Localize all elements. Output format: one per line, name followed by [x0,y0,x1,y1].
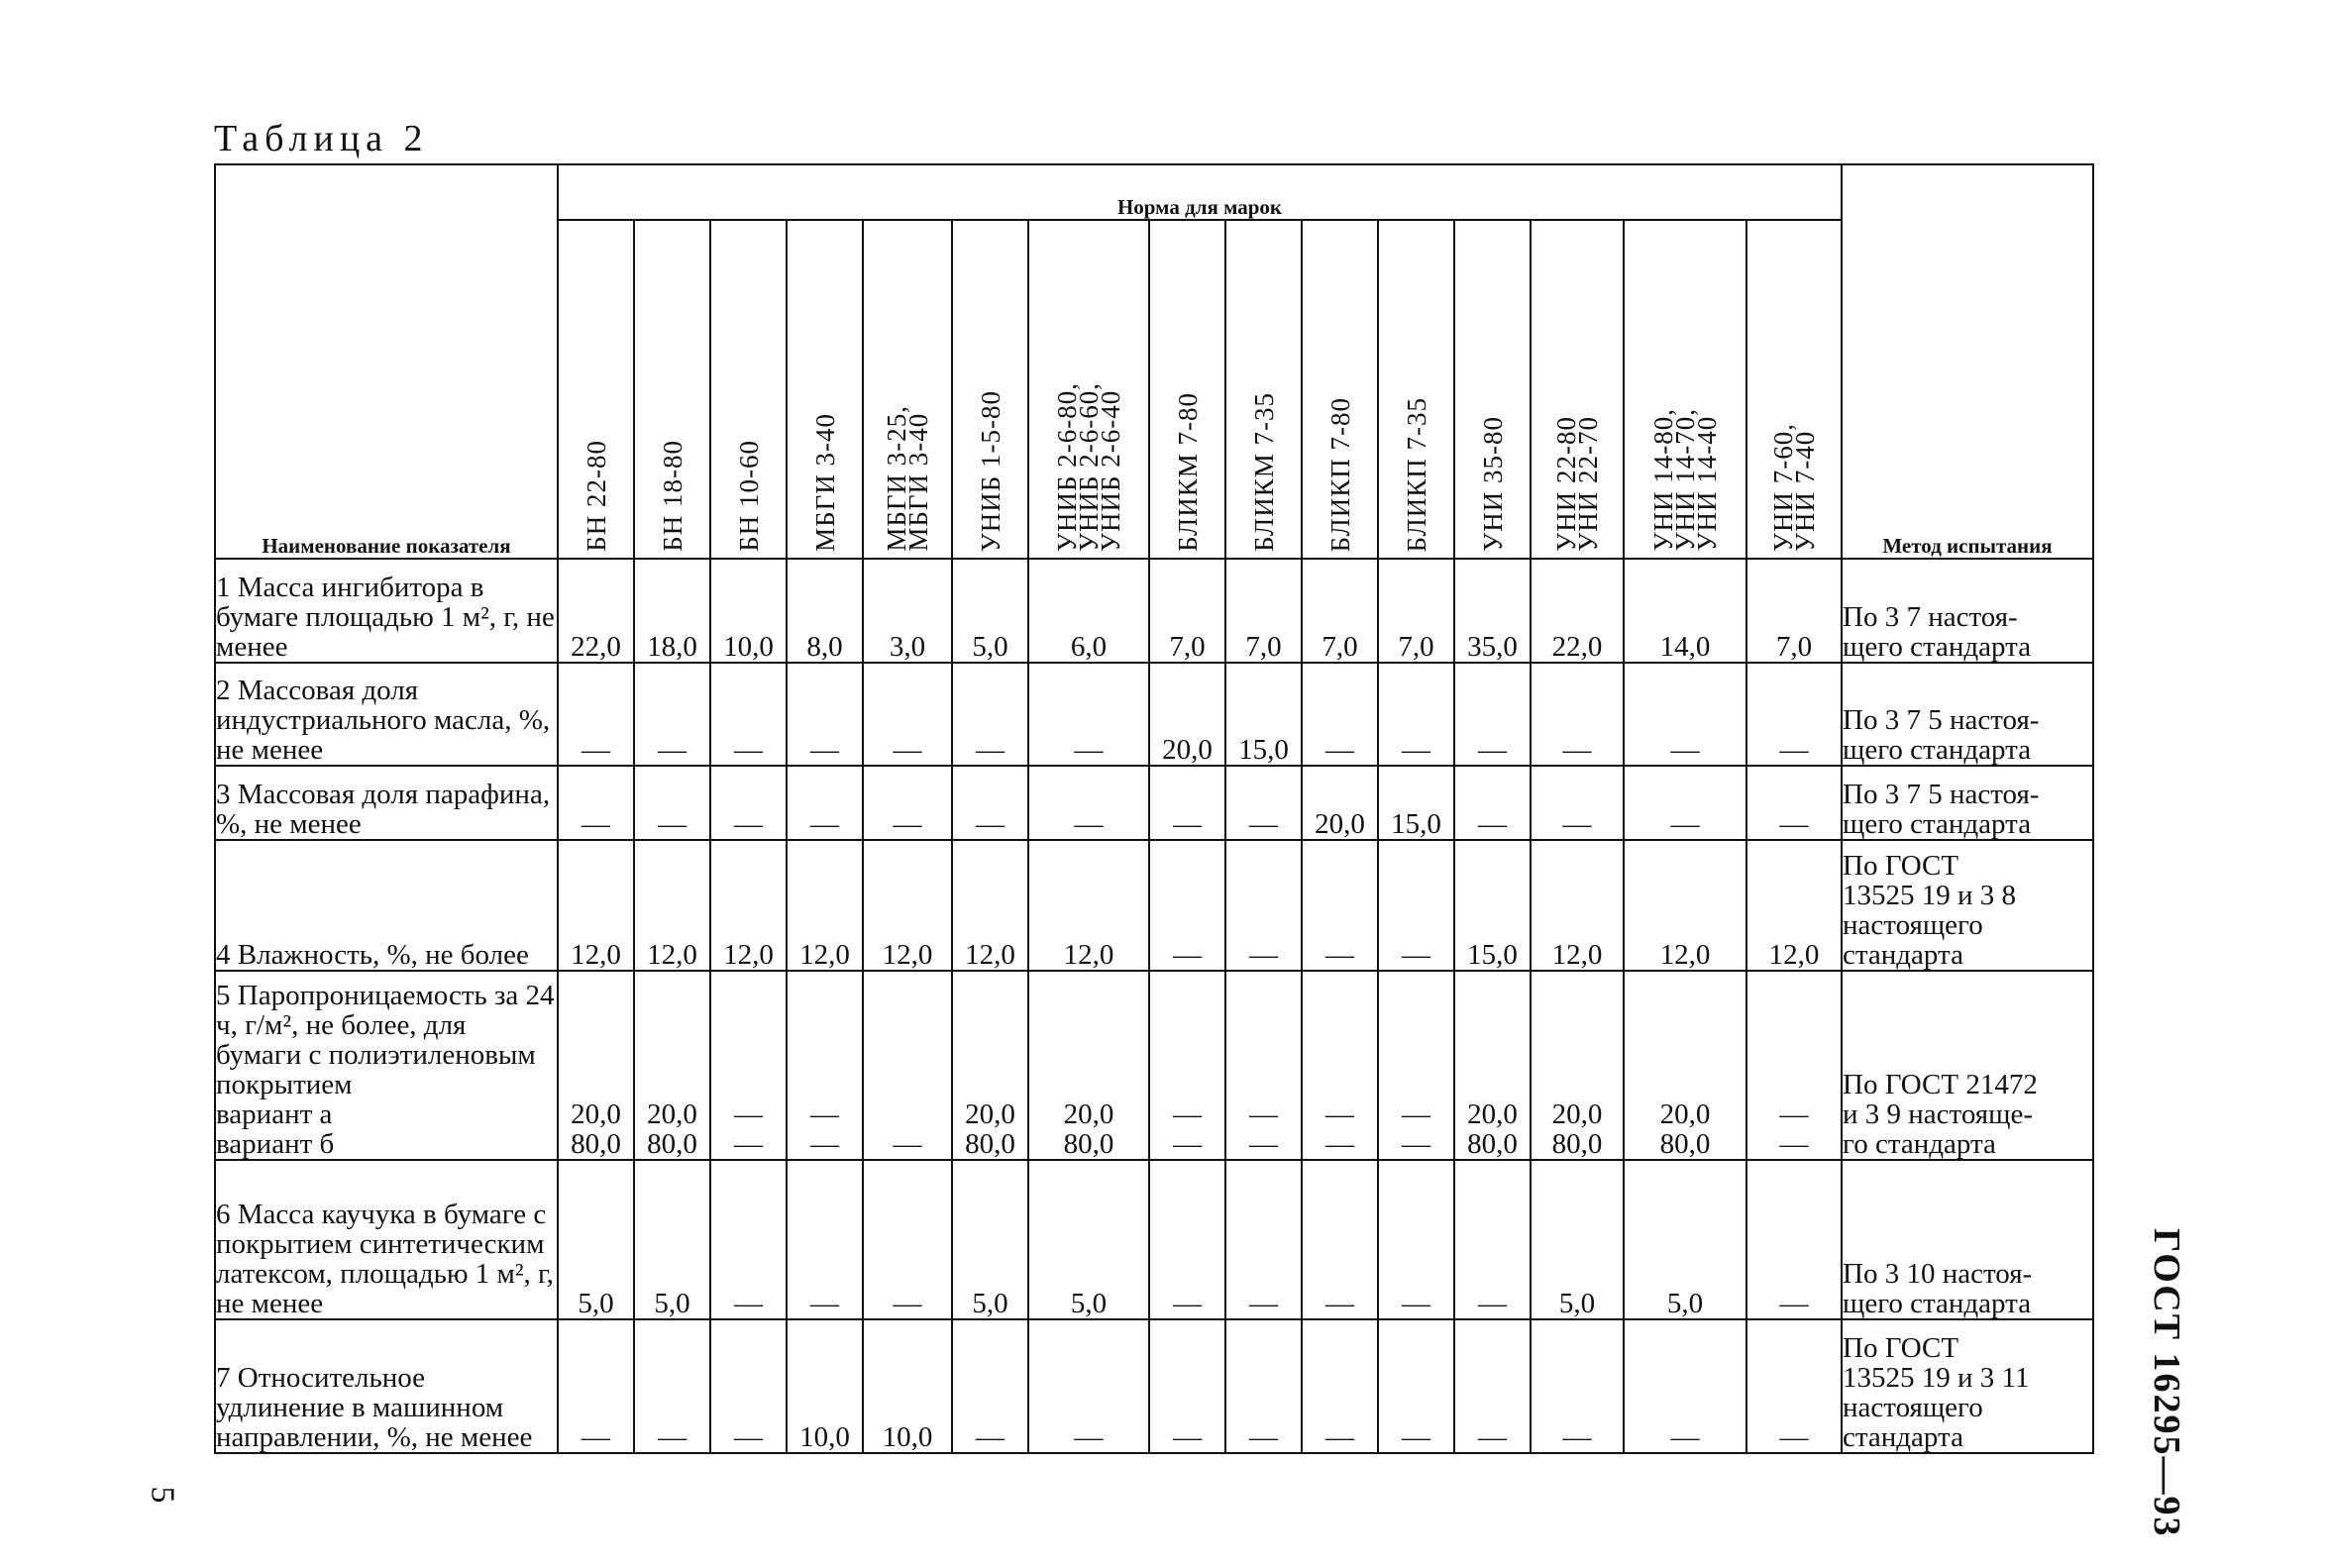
norm-value-cell: — — [787,971,863,1160]
norm-value-cell: — [710,766,787,839]
indicator-name-text: 6 Масса каучука в бумаге с покрытием синтетическим латексом, площадью 1 м², г, не менее [216,1199,554,1320]
norm-value-cell: — [1302,1319,1378,1453]
norm-value-cell: 20,0 80,0 [1028,971,1149,1160]
indicator-name [215,1160,558,1319]
norm-value-cell: 12,0 [787,840,863,972]
norm-value-cell: — [558,766,634,839]
norm-value-cell: 7,0 [1149,559,1225,663]
norm-value-cell: — [634,663,710,767]
grade-label: БН 22-80 [581,440,611,552]
norm-value-cell: 20,0 80,0 [1624,971,1746,1160]
indicator-name-text: 1 Масса ингибитора в бумаге площадью 1 м², г, не менее [216,571,555,663]
norm-value-cell: 6,0 [1028,559,1149,663]
norm-value-cell: 8,0 [787,559,863,663]
norm-value-cell: — [1378,1319,1454,1453]
grade-header [1149,220,1225,559]
norm-value-cell: — [787,1160,863,1319]
norm-value-cell: 15,0 [1454,840,1531,972]
table-row [215,1319,2093,1453]
grade-label: МБГИ 3-40 [809,413,840,552]
norm-value-cell: 20,0 [1149,663,1225,767]
norm-value-cell: — [952,766,1028,839]
norm-value-cell: — [1302,1160,1378,1319]
norm-value-cell: — [1454,1319,1531,1453]
norm-value-cell: 20,0 80,0 [952,971,1028,1160]
norm-value-cell: — [1225,1160,1302,1319]
norm-value-cell: 12,0 [710,840,787,972]
norm-value-cell: — [1746,1160,1842,1319]
norm-value-cell: — [1624,663,1746,767]
norm-value-cell: — — [1378,971,1454,1160]
test-method: По ГОСТ 13525 19 и 3 8 настоящего стандарта [1842,840,2093,972]
table-body [215,559,2093,1453]
norm-value-cell: 12,0 [1624,840,1746,972]
norm-value-cell: — [1746,663,1842,767]
norm-value-cell: 5,0 [634,1160,710,1319]
grade-header [1378,220,1454,559]
norm-value-cell: — [1624,766,1746,839]
indicator-name-text: 2 Массовая доля индустриального масла, %, не менее [216,675,551,767]
table-row [215,1160,2093,1319]
page-number: 5 [144,1486,181,1504]
norm-value-cell: — — [1149,971,1225,1160]
norm-value-cell: — [634,1319,710,1453]
norm-value-cell: — [1149,840,1225,972]
norm-value-cell: 35,0 [1454,559,1531,663]
grade-header [787,220,863,559]
norm-value-cell: — — [710,971,787,1160]
norm-value-cell: — [1454,663,1531,767]
grade-header [1454,220,1531,559]
norm-value-cell: — [1302,840,1378,972]
norm-value-cell: — [1028,1319,1149,1453]
norm-value-cell: 15,0 [1378,766,1454,839]
indicator-name-text: 5 Паропроницаемость за 24 ч, г/м², не более, для бумаги с полиэтиленовым покрытием вариант а вариант б [216,980,555,1161]
norm-value-cell: — [1624,1319,1746,1453]
indicator-name-text: 7 Относительное удлинение в машинном направлении, %, не менее [216,1362,533,1453]
norm-value-cell: 14,0 [1624,559,1746,663]
spec-table [214,163,2094,1454]
grade-header [863,220,952,559]
grade-label: БЛИКМ 7-35 [1248,392,1279,552]
header-name: Наименование показателя [215,164,558,559]
norm-value-cell: — [1378,663,1454,767]
norm-value-cell: — [1378,1160,1454,1319]
norm-value-cell: — [863,1160,952,1319]
test-method: По 3 7 настоя- щего стандарта [1842,559,2093,663]
grade-header [1302,220,1378,559]
norm-value-cell: 20,0 80,0 [634,971,710,1160]
grade-label: УНИ 35-80 [1477,416,1508,552]
norm-value-cell: — [710,1319,787,1453]
table-row [215,559,2093,663]
norm-value-cell: 5,0 [952,559,1028,663]
indicator-name [215,559,558,663]
norm-value-cell: — [787,766,863,839]
norm-value-cell: — [1149,766,1225,839]
grade-label: БН 18-80 [657,440,688,552]
norm-value-cell: 5,0 [1624,1160,1746,1319]
norm-value-cell: — [558,1319,634,1453]
grade-header [710,220,787,559]
header-method: Метод испытания [1842,164,2093,559]
norm-value-cell: — [863,971,952,1160]
norm-value-cell: 20,0 80,0 [558,971,634,1160]
norm-value-cell: 12,0 [1028,840,1149,972]
norm-value-cell: — — [1746,971,1842,1160]
indicator-name [215,1319,558,1453]
table-row [215,840,2093,972]
norm-value-cell: — [1454,766,1531,839]
norm-value-cell: 12,0 [952,840,1028,972]
table-caption: Таблица 2 [214,118,429,159]
norm-value-cell: 5,0 [952,1160,1028,1319]
grade-header [634,220,710,559]
norm-value-cell: 5,0 [558,1160,634,1319]
norm-value-cell: 22,0 [1531,559,1624,663]
norm-value-cell: — [1302,663,1378,767]
norm-value-cell: — [1454,1160,1531,1319]
norm-value-cell: — — [1302,971,1378,1160]
grade-label: БЛИКП 7-35 [1401,396,1431,552]
grade-header [1225,220,1302,559]
table-row [215,971,2093,1160]
test-method: По 3 7 5 настоя- щего стандарта [1842,663,2093,767]
norm-value-cell: — [634,766,710,839]
indicator-name [215,971,558,1160]
norm-value-cell: — [952,663,1028,767]
norm-value-cell: — [1225,840,1302,972]
grade-label: УНИБ 1-5-80 [975,389,1005,552]
norm-value-cell: 10,0 [863,1319,952,1453]
norm-value-cell: — [1225,1319,1302,1453]
test-method: По 3 10 настоя- щего стандарта [1842,1160,2093,1319]
norm-value-cell: — [1531,1319,1624,1453]
standard-code: ГОСТ 16295—93 [2146,1228,2187,1538]
norm-value-cell: — [863,766,952,839]
grade-label: БН 10-60 [733,440,764,552]
norm-value-cell: 22,0 [558,559,634,663]
norm-value-cell: 20,0 80,0 [1531,971,1624,1160]
norm-value-cell: 12,0 [1531,840,1624,972]
grade-header [558,220,634,559]
table-row [215,663,2093,767]
indicator-name-text: 4 Влажность, %, не более [216,939,529,972]
norm-value-cell: 18,0 [634,559,710,663]
norm-value-cell: 7,0 [1746,559,1842,663]
test-method: По 3 7 5 настоя- щего стандарта [1842,766,2093,839]
norm-value-cell: — [1746,1319,1842,1453]
grade-label: БЛИКП 7-80 [1324,396,1355,552]
grade-label: УНИ 14-80, УНИ 14-70, УНИ 14-40 [1648,408,1722,552]
norm-value-cell: — [710,1160,787,1319]
grade-label: МБГИ 3-25, МБГИ 3-40 [882,405,933,552]
norm-value-cell: — — [1225,971,1302,1160]
norm-value-cell: — [952,1319,1028,1453]
grade-header [1028,220,1149,559]
norm-value-cell: 3,0 [863,559,952,663]
norm-value-cell: — [1149,1319,1225,1453]
norm-value-cell: — [710,663,787,767]
test-method: По ГОСТ 21472 и 3 9 настояще- го стандарта [1842,971,2093,1160]
grade-header [952,220,1028,559]
norm-value-cell: — [1028,766,1149,839]
norm-value-cell: — [1531,766,1624,839]
norm-value-cell: 5,0 [1531,1160,1624,1319]
table-header [215,164,2093,559]
norm-value-cell: 7,0 [1378,559,1454,663]
table-row [215,766,2093,839]
indicator-name [215,766,558,839]
indicator-name [215,840,558,972]
norm-value-cell: — [1746,766,1842,839]
norm-value-cell: 7,0 [1225,559,1302,663]
norm-value-cell: — [787,663,863,767]
test-method: По ГОСТ 13525 19 и 3 11 настоящего стандарта [1842,1319,2093,1453]
indicator-name-text: 3 Массовая доля парафина, %, не менее [216,778,551,840]
norm-value-cell: 20,0 80,0 [1454,971,1531,1160]
norm-value-cell: — [558,663,634,767]
norm-value-cell: 12,0 [634,840,710,972]
grade-label: УНИБ 2-6-80, УНИБ 2-6-60, УНИБ 2-6-40 [1052,381,1125,552]
norm-value-cell: — [1225,766,1302,839]
grade-header [1746,220,1842,559]
header-norm: Норма для марок [558,164,1842,220]
norm-value-cell: 10,0 [710,559,787,663]
norm-value-cell: 20,0 [1302,766,1378,839]
norm-value-cell: 12,0 [863,840,952,972]
norm-value-cell: 7,0 [1302,559,1378,663]
grade-header [1624,220,1746,559]
grade-header [1531,220,1624,559]
grade-label: УНИ 7-60, УНИ 7-40 [1768,422,1820,552]
norm-value-cell: — [1378,840,1454,972]
norm-value-cell: — [1149,1160,1225,1319]
norm-value-cell: 12,0 [558,840,634,972]
norm-value-cell: 15,0 [1225,663,1302,767]
norm-value-cell: — [1531,663,1624,767]
norm-value-cell: 10,0 [787,1319,863,1453]
norm-value-cell: — [1028,663,1149,767]
norm-value-cell: — [863,663,952,767]
norm-value-cell: 5,0 [1028,1160,1149,1319]
norm-value-cell: 12,0 [1746,840,1842,972]
grade-label: УНИ 22-80 УНИ 22-70 [1551,416,1603,552]
grade-label: БЛИКМ 7-80 [1172,392,1203,552]
indicator-name [215,663,558,767]
